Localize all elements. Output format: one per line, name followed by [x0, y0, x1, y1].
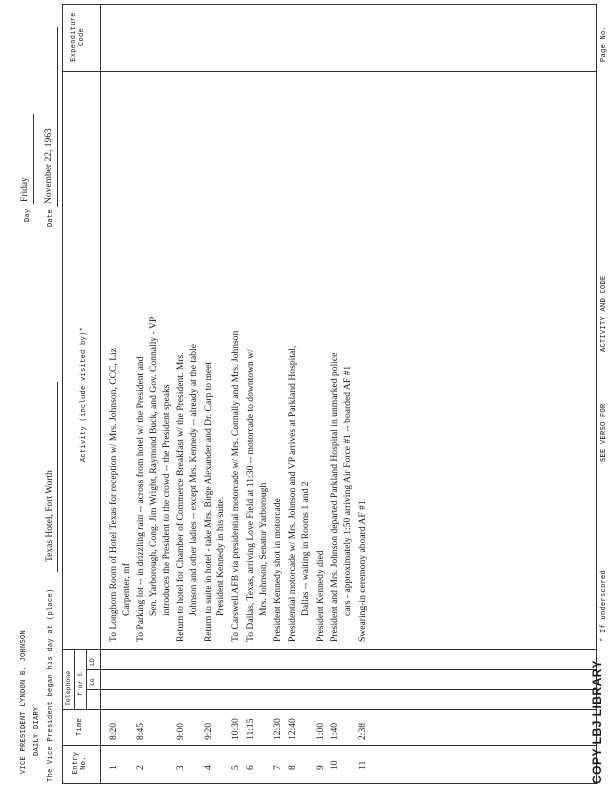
- col-expenditure-header: Expenditure Code: [70, 12, 86, 62]
- entry-activity-line: Sen. Yarborough, Cong. Jim Wright, Raymond Buck, and Gov. Connally - VP: [147, 316, 159, 616]
- lbj-library-stamp: COPY LBJ LIBRARY: [590, 659, 604, 784]
- entry-activity-line: President Kennedy died: [314, 550, 326, 642]
- entry-activity-line: introduces the President to the crowd -- the President speaks: [160, 384, 172, 616]
- col-entry-header: Entry No.: [72, 751, 88, 775]
- footnote-underscored: * If underscored: [600, 569, 608, 642]
- entry-time: 12:40: [287, 718, 299, 740]
- entry-activity-line: Swearing-in ceremony aboard AF #1: [356, 500, 368, 642]
- entry-number: 2: [135, 765, 147, 770]
- began-label: The Vice President began his day at (place): [47, 588, 55, 782]
- entry-number: 7: [272, 765, 284, 770]
- col-ld-header: LD: [89, 658, 96, 666]
- day-label: Day: [24, 208, 32, 222]
- entry-time: 9:00: [175, 722, 187, 740]
- entry-time: 1:40: [329, 722, 341, 740]
- entry-activity-line: Dallas -- waiting in Rooms 1 and 2: [299, 481, 311, 616]
- date-value: November 22, 1963: [44, 128, 54, 204]
- entry-number: 10: [329, 760, 341, 770]
- entry-activity-line: Johnson and other ladies -- except Mrs. Kennedy -- already at the table: [187, 344, 199, 616]
- entry-number: 8: [287, 765, 299, 770]
- entry-number: 3: [175, 765, 187, 770]
- entry-number: 4: [202, 765, 214, 770]
- entry-number: 6: [245, 765, 256, 770]
- entry-number: 9: [314, 765, 326, 770]
- entry-time: 1:00: [314, 722, 326, 740]
- entry-activity-line: Carpenter, mf: [120, 563, 132, 616]
- entry-activity-line: To Dallas, Texas, arriving Love Field at 11:30 -- motorcade to downtown w/: [245, 349, 256, 642]
- entry-activity-line: To Parking lot -- in drizzling rain -- across from hotel w/ the President and: [135, 356, 147, 642]
- entry-time: 10:30: [230, 718, 242, 740]
- entry-activity-line: To Longhorn Room of Hotel Texas for reception w/ Mrs. Johnson, CCC, Liz: [108, 348, 119, 642]
- col-lo-header: Lo: [89, 678, 96, 686]
- col-telephone-header: Telephone: [65, 670, 72, 706]
- entry-number: 5: [230, 765, 242, 770]
- entry-time: 12:30: [272, 718, 284, 740]
- col-f-or-t-header: f or t: [77, 672, 84, 696]
- footnote-see-verso: SEE VERSO FOR: [600, 403, 608, 462]
- entry-activity-line: Mrs. Johnson, Senator Yarborough: [257, 482, 269, 616]
- footnote-activity-code: ACTIVITY AND CODE: [600, 275, 608, 352]
- entry-time: 2:38: [356, 722, 368, 740]
- entry-activity-line: President and Mrs. Johnson departed Parkland Hospital in unmarked police: [329, 352, 341, 642]
- diary-title: DAILY DIARY: [33, 706, 41, 756]
- entry-activity-line: President Kennedy shot in motorcade: [272, 498, 284, 642]
- entry-time: 11:15: [245, 718, 256, 740]
- entry-activity-line: Presidential motorcade w/ Mrs. Johnson and VP arrives at Parkland Hospital,: [287, 345, 299, 642]
- entry-activity-line: cars - approximately 1:50 arriving Air Force #1 -- boarded AF #1: [341, 365, 353, 616]
- day-value: Friday: [20, 177, 30, 202]
- col-time-header: Time: [76, 717, 84, 736]
- entry-number: 1: [108, 765, 119, 770]
- col-activity-header: Activity (include visited by)*: [80, 326, 88, 462]
- place-value: Texas Hotel, Fort Worth: [45, 470, 55, 562]
- entry-activity-line: Return to suite in hotel - take Mrs. Birge Alexander and Dr. Carp to meet: [202, 361, 214, 642]
- entry-time: 8:45: [135, 722, 147, 740]
- page-number-label: Page No.: [600, 25, 608, 62]
- entry-activity-line: To Carswell AFB via presidential motorcade w/ Mrs. Connally and Mrs. Johnson: [230, 330, 242, 642]
- entry-activity-line: Return to hotel for Chamber of Commerce Breakfast w/ the President. Mrs.: [175, 352, 187, 642]
- entry-time: 8:20: [108, 722, 119, 740]
- entry-number: 11: [356, 760, 368, 770]
- entry-time: 9:20: [202, 722, 214, 740]
- date-label: Date: [47, 208, 55, 227]
- entry-activity-line: President Kennedy in his suite.: [215, 496, 227, 616]
- office-title: VICE PRESIDENT LYNDON B. JOHNSON: [20, 629, 28, 774]
